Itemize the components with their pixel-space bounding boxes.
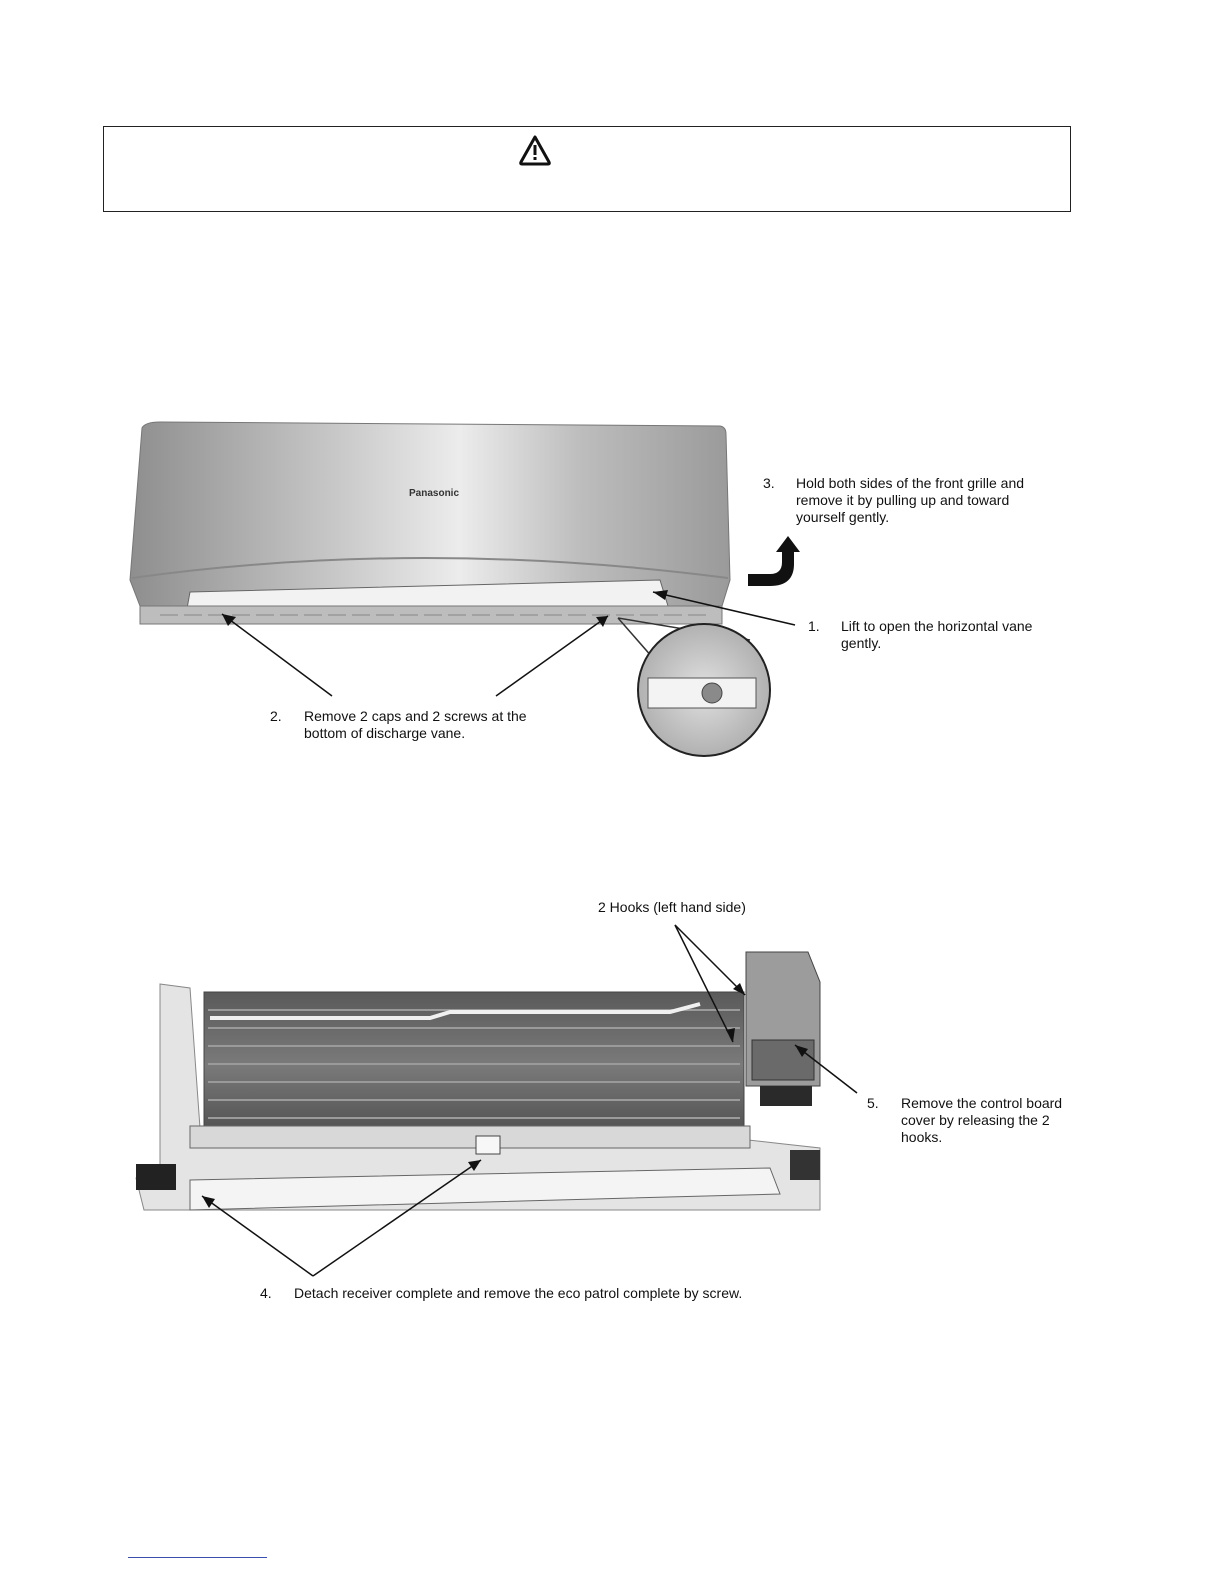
step-1: [808, 618, 1068, 654]
step-3: [763, 475, 1063, 529]
step-4: [260, 1285, 880, 1303]
warning-box: [103, 126, 1071, 212]
indoor-unit-internal-photo: [130, 918, 840, 1210]
step-text: Remove the control board cover by releasing the 2 hooks.: [901, 1095, 1063, 1145]
step-2: [270, 708, 560, 744]
indoor-unit-front-photo: [120, 420, 1080, 765]
step-number: 1.: [808, 618, 820, 634]
warning-triangle-icon: [518, 134, 552, 166]
step-text: Detach receiver complete and remove the eco patrol complete by screw.: [294, 1285, 743, 1301]
step-number: 3.: [763, 475, 775, 491]
step-text: Remove 2 caps and 2 screws at the bottom of discharge vane.: [304, 708, 527, 741]
step-number: 5.: [867, 1095, 879, 1111]
step-number: 4.: [260, 1285, 272, 1301]
brand-logo: Panasonic: [409, 488, 460, 499]
step-text: Lift to open the horizontal vane gently.: [841, 618, 1033, 651]
step-number: 2.: [270, 708, 282, 724]
step-5: [867, 1095, 1087, 1149]
hooks-label: 2 Hooks (left hand side): [598, 899, 746, 915]
footer-rule: [128, 1557, 267, 1558]
step-text: Hold both sides of the front grille and remove it by pulling up and toward yourself gently.: [796, 475, 1025, 525]
